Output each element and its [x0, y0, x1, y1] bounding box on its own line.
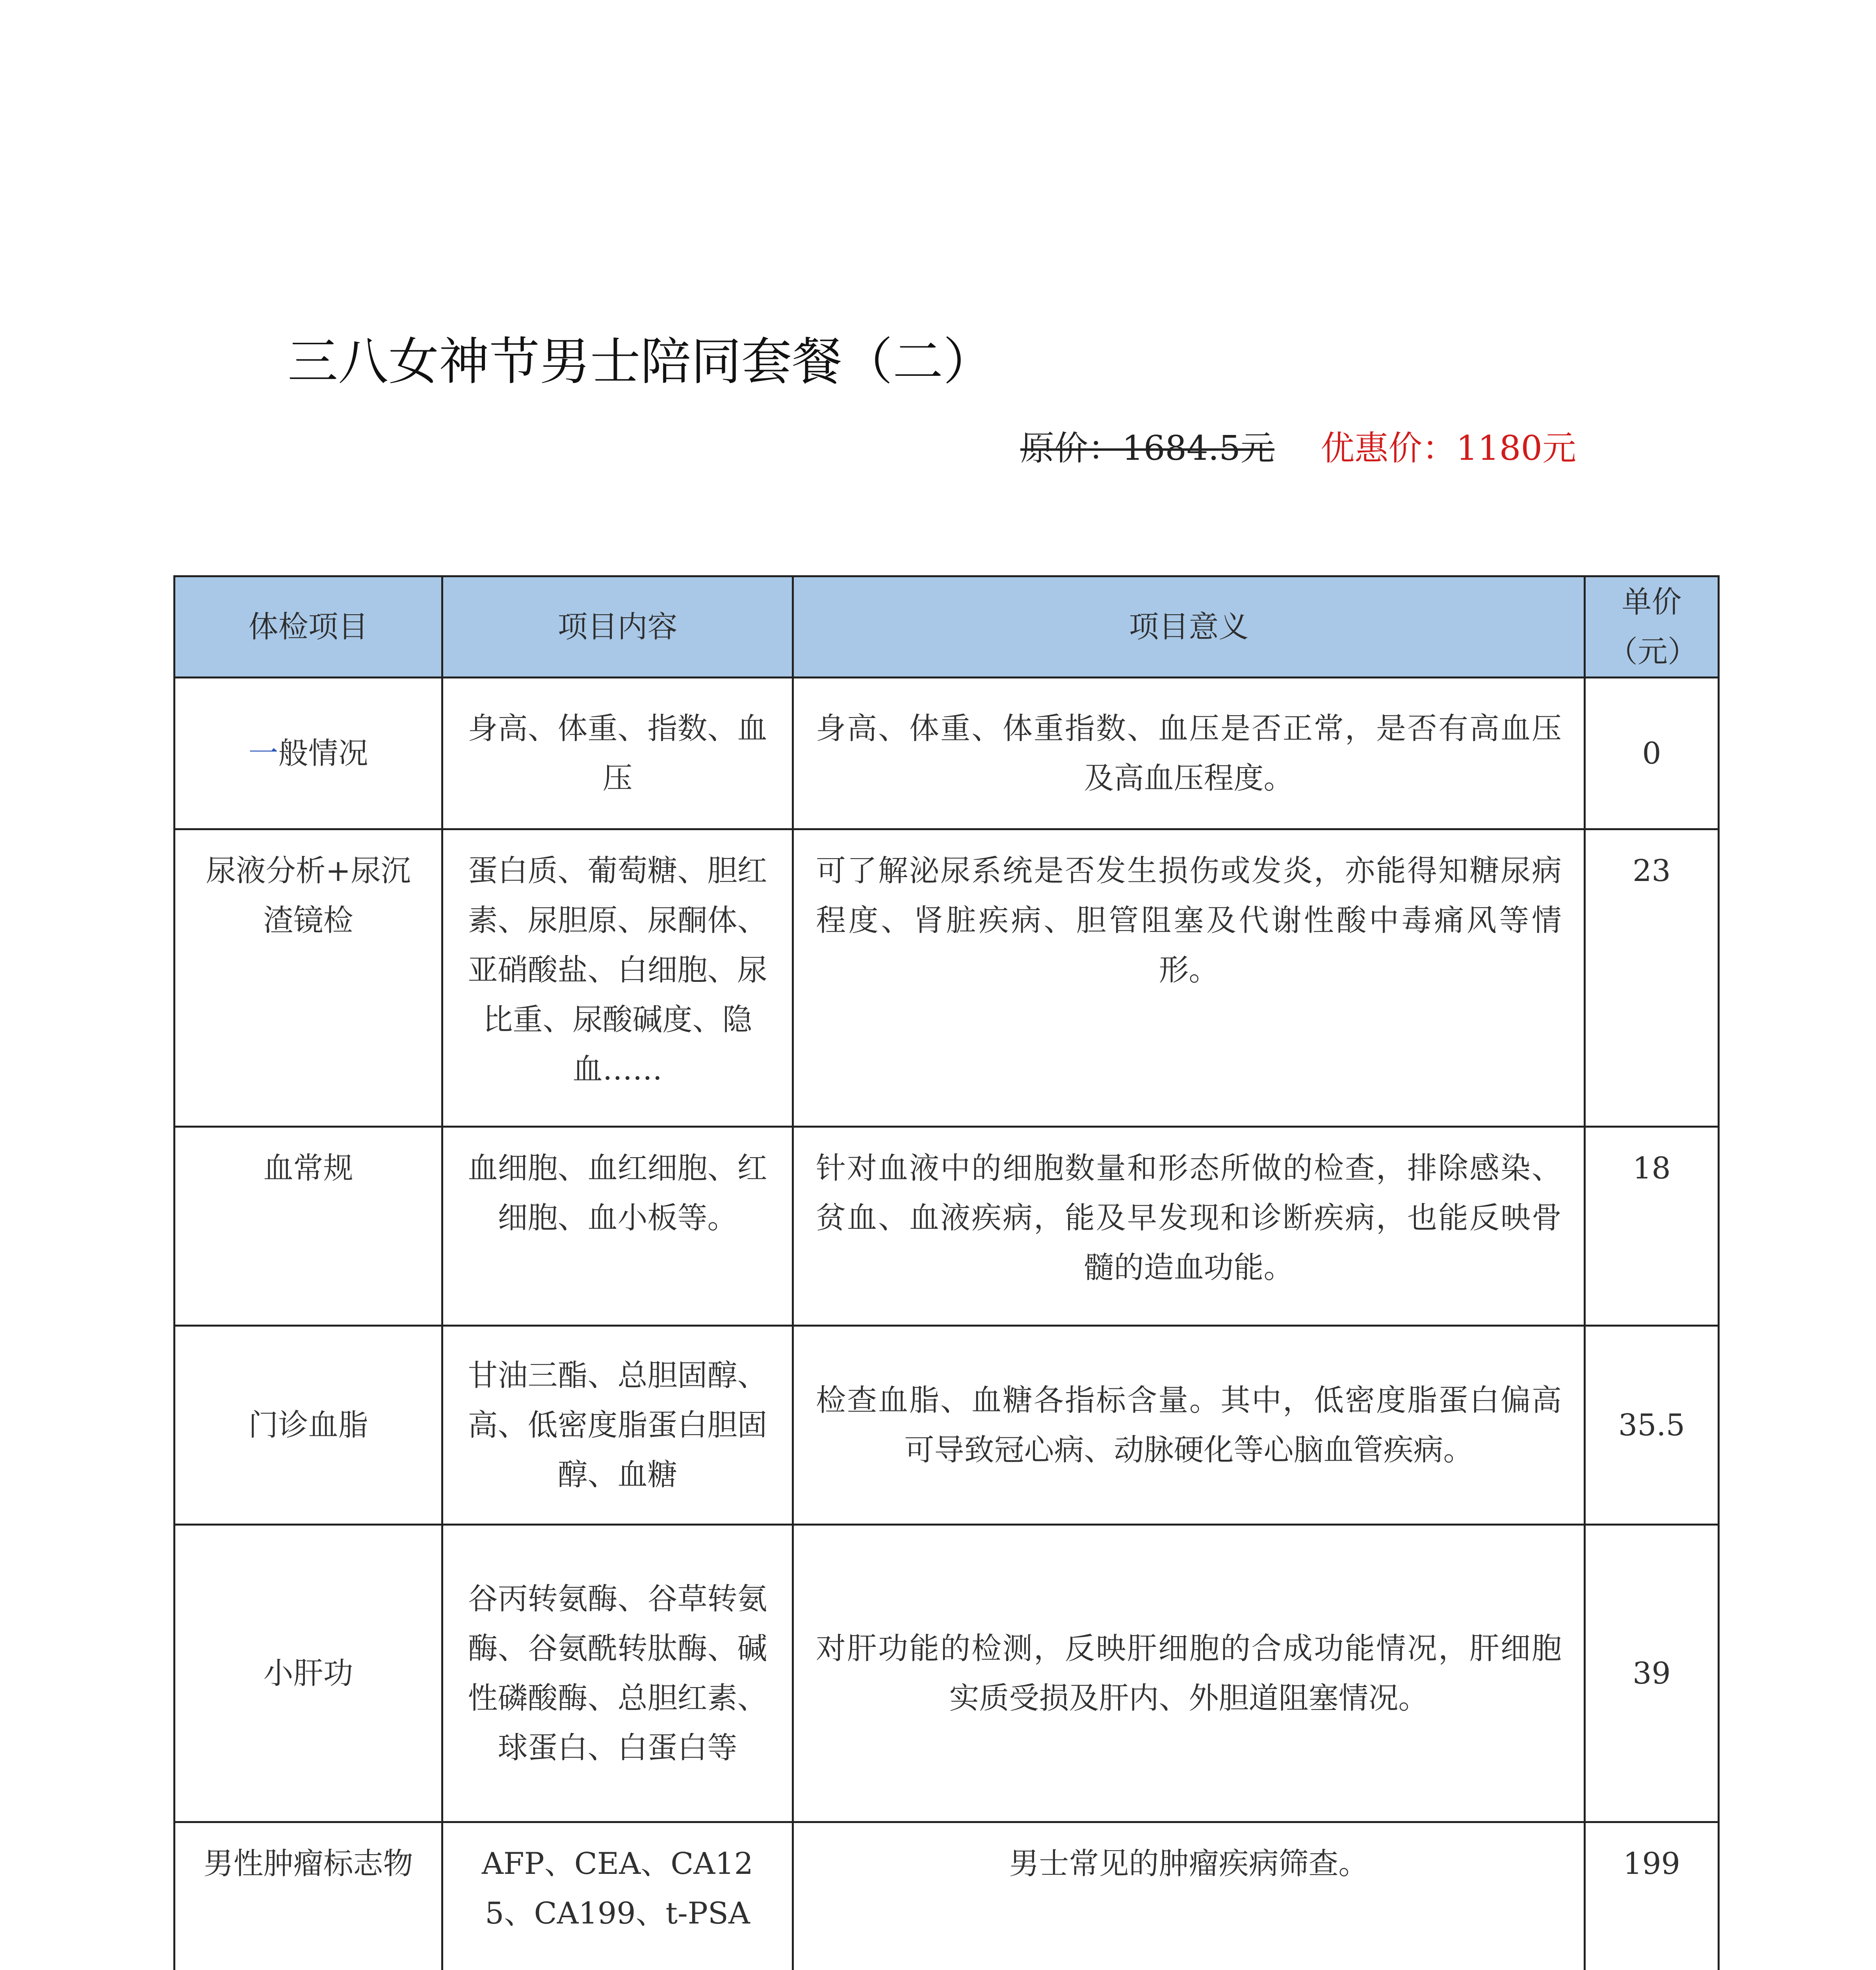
- header-price: 单价（元）: [1585, 576, 1719, 678]
- discount-price: 优惠价：1180元: [1321, 429, 1577, 468]
- exam-price: 35.5: [1585, 1326, 1719, 1525]
- table-row: [175, 1822, 1719, 1970]
- exam-item: [175, 678, 442, 829]
- exam-item: 尿液分析+尿沉渣镜检: [175, 829, 442, 1127]
- exam-meaning: 可了解泌尿系统是否发生损伤或发炎，亦能得知糖尿病程度、肾脏疾病、胆管阻塞及代谢性酸中毒痛风等情形。: [793, 829, 1585, 1127]
- exam-meaning: 针对血液中的细胞数量和形态所做的检查，排除感染、贫血、血液疾病，能及早发现和诊断疾病，也能反映骨髓的造血功能。: [793, 1127, 1585, 1326]
- exam-meaning: 对肝功能的检测，反映肝细胞的合成功能情况，肝细胞实质受损及肝内、外胆道阻塞情况。: [793, 1525, 1585, 1822]
- exam-price: 199: [1585, 1822, 1719, 1970]
- table-row: [175, 1525, 1719, 1822]
- page-title: 三八女神节男士陪同套餐（二）: [288, 333, 994, 391]
- exam-content: 甘油三酯、总胆固醇、高、低密度脂蛋白胆固醇、血糖: [442, 1326, 793, 1525]
- exam-item: 男性肿瘤标志物: [175, 1822, 442, 1970]
- table-row: [175, 1326, 1719, 1525]
- exam-meaning: 检查血脂、血糖各指标含量。其中，低密度脂蛋白偏高可导致冠心病、动脉硬化等心脑血管疾病。: [793, 1326, 1585, 1525]
- exam-price: 39: [1585, 1525, 1719, 1822]
- table-row: [175, 1127, 1719, 1326]
- exam-meaning: 男士常见的肿瘤疾病筛查。: [793, 1822, 1585, 1970]
- exam-package-table: [173, 575, 1720, 1970]
- exam-price: 0: [1585, 678, 1719, 829]
- exam-price: 18: [1585, 1127, 1719, 1326]
- exam-item-first-char: 一: [248, 736, 279, 771]
- header-item: 体检项目: [175, 576, 442, 678]
- exam-package-table-wrapper: [173, 575, 1718, 1970]
- original-price: 原价：1684.5元: [1020, 429, 1274, 468]
- exam-content: 谷丙转氨酶、谷草转氨酶、谷氨酰转肽酶、碱性磷酸酶、总胆红素、球蛋白、白蛋白等: [442, 1525, 793, 1822]
- header-meaning: 项目意义: [793, 576, 1585, 678]
- exam-meaning: 身高、体重、体重指数、血压是否正常，是否有高血压及高血压程度。: [793, 678, 1585, 829]
- exam-content: AFP、CEA、CA125、CA199、t-PSA: [442, 1822, 793, 1970]
- exam-item-rest: 般情况: [278, 736, 368, 771]
- price-line: [1020, 429, 1577, 468]
- header-content: 项目内容: [442, 576, 793, 678]
- table-header-row: [175, 576, 1719, 678]
- table-row: [175, 678, 1719, 829]
- exam-item: 小肝功: [175, 1525, 442, 1822]
- exam-item: 门诊血脂: [175, 1326, 442, 1525]
- exam-content: 身高、体重、指数、血压: [442, 678, 793, 829]
- exam-content: 血细胞、血红细胞、红细胞、血小板等。: [442, 1127, 793, 1326]
- exam-price: 23: [1585, 829, 1719, 1127]
- exam-item: 血常规: [175, 1127, 442, 1326]
- exam-content: 蛋白质、葡萄糖、胆红素、尿胆原、尿酮体、亚硝酸盐、白细胞、尿比重、尿酸碱度、隐血……: [442, 829, 793, 1127]
- table-row: [175, 829, 1719, 1127]
